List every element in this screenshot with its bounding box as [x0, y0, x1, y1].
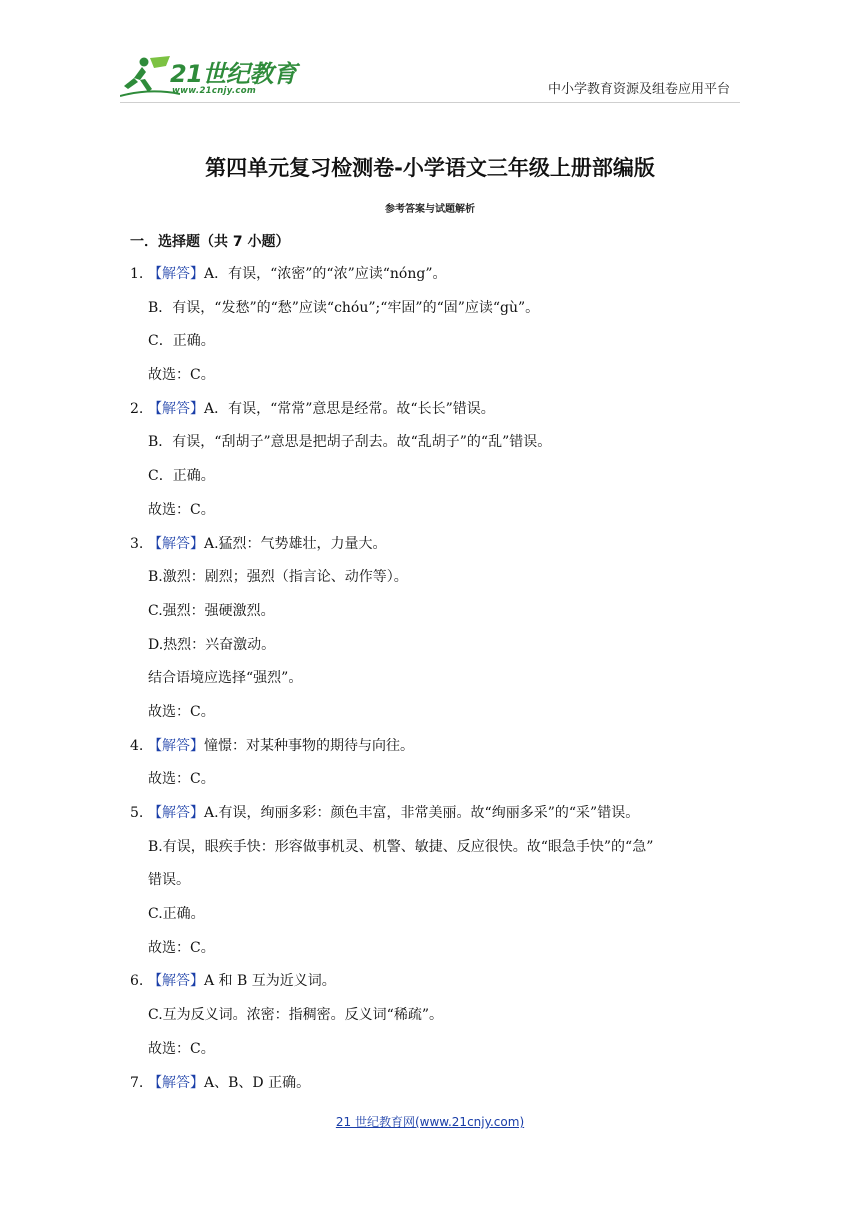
answer-text: 憧憬：对某种事物的期待与向往。	[204, 737, 414, 754]
answer-detail-line: C.互为反义词。浓密：指稠密。反义词“稀疏”。	[148, 1007, 443, 1024]
answer-tag: 【解答】	[148, 400, 204, 417]
logo-url: www.21cnjy.com	[172, 86, 256, 96]
answer-detail-line: B．有误，“刮胡子”意思是把胡子刮去。故“乱胡子”的“乱”错误。	[148, 434, 552, 451]
section-heading: 一．选择题（共 7 小题）	[130, 234, 290, 250]
answer-list	[130, 258, 750, 1100]
answer-detail-line: 故选：C。	[148, 1040, 215, 1057]
question-number: 5.	[130, 805, 144, 821]
answer-tag: 【解答】	[148, 266, 204, 282]
answer-text: A.有误，绚丽多彩：颜色丰富，非常美丽。故“绚丽多采”的“采”错误。	[204, 805, 640, 821]
question-number: 3.	[130, 535, 144, 552]
question-answer-line	[130, 730, 750, 764]
question-number: 7.	[130, 1074, 144, 1091]
answer-detail-line: C.正确。	[148, 906, 205, 923]
question-number: 6.	[130, 973, 144, 990]
question-answer-line	[130, 1067, 750, 1101]
answer-tag: 【解答】	[148, 737, 204, 754]
answer-detail-line: 故选：C。	[148, 367, 215, 384]
answer-detail-line: 错误。	[148, 872, 190, 889]
question-number: 1.	[130, 266, 144, 282]
question-number: 4.	[130, 737, 144, 754]
answer-text: A 和 B 互为近义词。	[204, 973, 336, 990]
answer-detail-line: 故选：C。	[148, 771, 215, 788]
answer-text: A、B、D 正确。	[204, 1074, 311, 1091]
answer-detail-line: B.激烈：剧烈；强烈（指言论、动作等）。	[148, 569, 408, 586]
answer-tag: 【解答】	[148, 973, 204, 990]
answer-detail-line: C.强烈：强硬激烈。	[148, 602, 275, 619]
logo-text: 21世纪教育	[170, 60, 297, 88]
question-answer-line	[130, 258, 750, 292]
answer-text: A.猛烈：气势雄壮，力量大。	[204, 535, 387, 552]
question-answer-line	[130, 797, 750, 831]
answer-tag: 【解答】	[148, 535, 204, 552]
answer-detail-line: 故选：C。	[148, 501, 215, 518]
answer-text: A．有误，“浓密”的“浓”应读“nóng”。	[204, 266, 447, 282]
page-title: 第四单元复习检测卷-小学语文三年级上册部编版	[205, 156, 655, 180]
question-number: 2.	[130, 400, 144, 417]
question-answer-line	[130, 393, 750, 427]
header-divider	[120, 102, 740, 103]
logo	[120, 52, 297, 100]
platform-name: 中小学教育资源及组卷应用平台	[547, 82, 730, 97]
question-answer-line	[130, 528, 750, 562]
answer-text: A．有误，“常常”意思是经常。故“长长”错误。	[204, 400, 495, 417]
answer-tag: 【解答】	[148, 805, 204, 821]
footer-link[interactable]: 21 世纪教育网(www.21cnjy.com)	[335, 1115, 525, 1129]
answer-detail-line: D.热烈：兴奋激动。	[148, 636, 276, 653]
page-header	[0, 0, 860, 110]
page-subtitle: 参考答案与试题解析	[385, 204, 475, 215]
answer-tag: 【解答】	[148, 1074, 204, 1091]
answer-detail-line: C．正确。	[148, 468, 215, 485]
question-answer-line	[130, 965, 750, 999]
answer-detail-line: C．正确。	[148, 333, 215, 350]
answer-detail-line: 故选：C。	[148, 939, 215, 956]
answer-detail-line: B．有误，“发愁”的“愁”应读“chóu”;“牢固”的“固”应读“gù”。	[148, 299, 540, 316]
answer-detail-line: 故选：C。	[148, 703, 215, 720]
answer-detail-line: B.有误，眼疾手快：形容做事机灵、机警、敏捷、反应很快。故“眼急手快”的“急”	[148, 838, 654, 855]
answer-detail-line: 结合语境应选择“强烈”。	[148, 670, 303, 687]
